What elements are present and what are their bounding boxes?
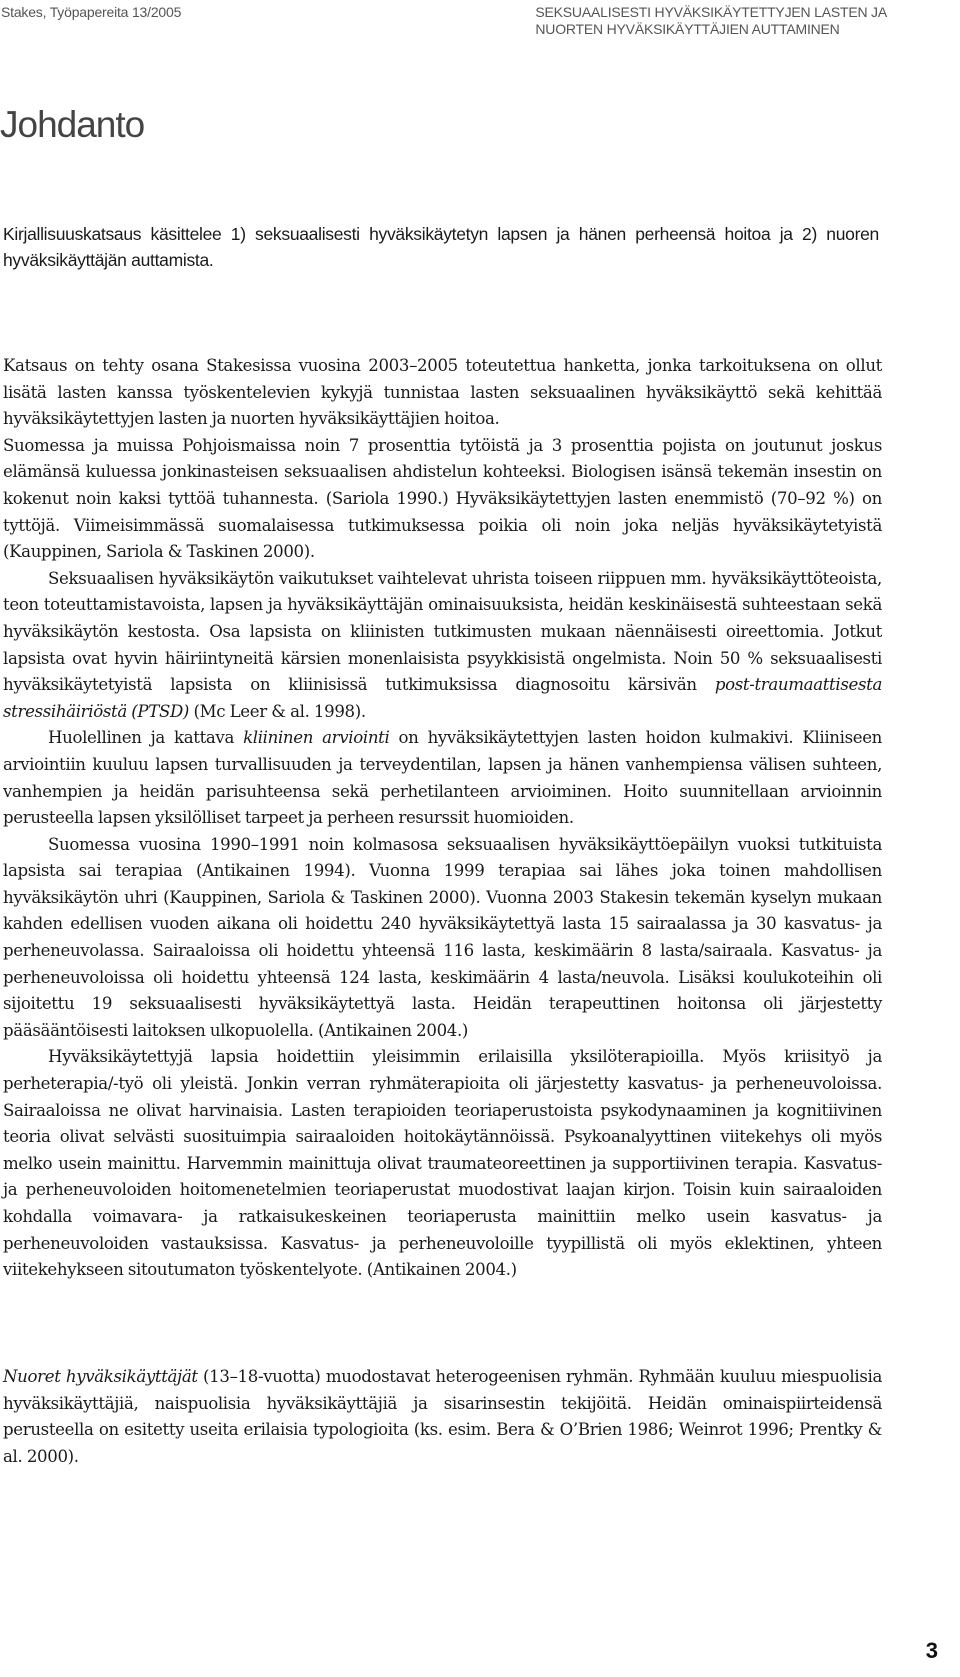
page-number: 3 (925, 1638, 938, 1663)
youth-offenders-term: Nuoret hyväksikäyttäjät (3, 1367, 198, 1386)
ptsd-term: post-traumaattisesta stressihäiriöstä (PTSD) (3, 675, 882, 721)
paragraph-assessment-lead: Huolellinen ja kattava (48, 728, 244, 748)
main-text (3, 353, 882, 1284)
intro-paragraph: Kirjallisuuskatsaus käsittelee 1) seksuaalisesti hyväksikäytetyn lapsen ja hänen perheensä hoitoa ja 2) nuoren hyväksikäyttäjän auttamista. (3, 224, 879, 270)
paragraph-effects-citation: (Mc Leer & al. 1998). (189, 701, 366, 721)
youth-offenders-section (3, 1364, 882, 1470)
paragraph-effects (3, 566, 882, 726)
paragraph-project: Katsaus on tehty osana Stakesissa vuosina 2003–2005 toteutettua hanketta, jonka tarkoituksena on ollut lisätä lasten kanssa työskentelevien kykyjä tunnistaa lasten seksuaalinen hyväksikäyttö sekä kehittää hyväksikäytettyjen lasten ja nuorten hyväksikäyttäjien hoitoa. (3, 356, 882, 429)
running-header-right-line1: SEKSUAALISESTI HYVÄKSIKÄYTETTYJEN LASTEN JA (535, 4, 887, 20)
paragraph-assessment-text: on hyväksikäytettyjen lasten hoidon kulmakivi. Kliiniseen arviointiin kuuluu lapsen turvallisuuden ja terveydentilan, lapsen ja hänen vanhempiensa välisen suhteen, vanhempien ja heidän parisuhteensa sekä perhetilanteen arvioiminen. Hoito suunnitellaan arvioinnin perusteella lapsen yksilölliset tarpeet ja perheen resurssit huomioiden. (3, 728, 883, 828)
running-header-right (535, 4, 887, 38)
running-header-left: Stakes, Työpapereita 13/2005 (1, 4, 182, 20)
chapter-title: Johdanto (0, 104, 145, 145)
paragraph-assessment (3, 725, 882, 831)
running-header-right-line2: NUORTEN HYVÄKSIKÄYTTÄJIEN AUTTAMINEN (535, 21, 840, 37)
paragraph-effects-text: Seksuaalisen hyväksikäytön vaikutukset vaihtelevat uhrista toiseen riippuen mm. hyväksikäyttöteoista, teon toteuttamistavoista, lapsen ja hyväksikäyttäjän ominaisuuksista, heidän keskinäisestä suhteestaan sekä hyväksikäytön kestosta. Osa lapsista on kliinisten tutkimusten mukaan näennäisesti oireettomia. Jotkut lapsista ovat hyvin häiriintyneitä kärsien monenlaisista psyykkisistä ongelmista. Noin 50 % seksuaalisesti hyväksikäytetyistä lapsista on kliinisissä tutkimuksissa diagnosoitu kärsivän (3, 568, 882, 695)
paragraph-therapy-statistics: Suomessa vuosina 1990–1991 noin kolmasosa seksuaalisen hyväksikäyttöepäilyn vuoksi tutkituista lapsista sai terapiaa (Antikainen 1994). Vuonna 1999 terapiaa sai lähes joka toinen mahdollisen hyväksikäytön uhri (Kauppinen, Sariola & Taskinen 2000). Vuonna 2003 Stakesin tekemän kyselyn mukaan kahden edellisen vuoden aikana oli hoidettu 240 hyväksikäytettyä lasta 15 sairaalassa ja 30 kasvatus- ja perheneuvolassa. Sairaaloissa oli hoidettu yhteensä 116 lasta, keskimäärin 8 lasta/sairaala. Kasvatus- ja perheneuvoloissa oli hoidettu yhteensä 124 lasta, keskimäärin 4 lasta/neuvola. Lisäksi koulukoteihin oli sijoitettu 19 seksuaalisesti hyväksikäytettyä lasta. Heidän terapeuttinen hoitonsa oli järjestetty pääsääntöisesti laitoksen ulkopuolella. (Antikainen 2004.) (3, 834, 882, 1040)
paragraph-youth-offenders (3, 1364, 882, 1470)
paragraph-youth-offenders-text: (13–18-vuotta) muodostavat heterogeenisen ryhmän. Ryhmään kuuluu miespuolisia hyväksikäyttäjiä, naispuolisia hyväksikäyttäjiä ja sisarinsestin tekijöitä. Heidän ominaispiirteidensä perusteella on esitetty useita erilaisia typologioita (ks. esim. Bera & O’Brien 1986; Weinrot 1996; Prentky & al. 2000). (3, 1367, 882, 1466)
paragraph-prevalence: Suomessa ja muissa Pohjoismaissa noin 7 prosenttia tytöistä ja 3 prosenttia pojista on joutunut joskus elämänsä kuluessa jonkinasteisen seksuaalisen ahdistelun kohteeksi. Biologisen isänsä tekemän insestin on kokenut noin kaksi tyttöä tuhannesta. (Sariola 1990.) Hyväksikäytettyjen lasten enemmistö (70–92 %) on tyttöjä. Viimeisimmässä suomalaisessa tutkimuksessa poikia oli noin joka neljäs hyväksikäytetyistä (Kauppinen, Sariola & Taskinen 2000). (3, 435, 882, 562)
paragraph-treatment-methods: Hyväksikäytettyjä lapsia hoidettiin yleisimmin erilaisilla yksilöterapioilla. Myös kriisityö ja perheterapia/-työ oli yleistä. Jonkin verran ryhmäterapioita oli järjestetty kasvatus- ja perheneuvoloissa. Sairaaloissa ne olivat harvinaisia. Lasten terapioiden teoriaperustoista psykodynaaminen ja kognitiivinen teoria olivat selvästi suosituimpia sairaaloiden hoitokäytännöissä. Psykoanalyyttinen viitekehys oli myös melko usein mainittu. Harvemmin mainittuja olivat traumateoreettinen ja supportiivinen terapia. Kasvatus- ja perheneuvoloiden hoitomenetelmien teoriaperustat muodostivat laajan kirjon. Toisin kuin sairaaloiden kohdalla voimavara- ja ratkaisukeskeinen teoriaperusta mainittiin melko usein kasvatus- ja perheneuvoloiden vastauksissa. Kasvatus- ja perheneuvoloille tyypillistä oli myös eklektinen, yhteen viitekehykseen sitoutumaton työskentelyote. (Antikainen 2004.) (3, 1047, 882, 1280)
clinical-assessment-term: kliininen arviointi (243, 728, 390, 748)
